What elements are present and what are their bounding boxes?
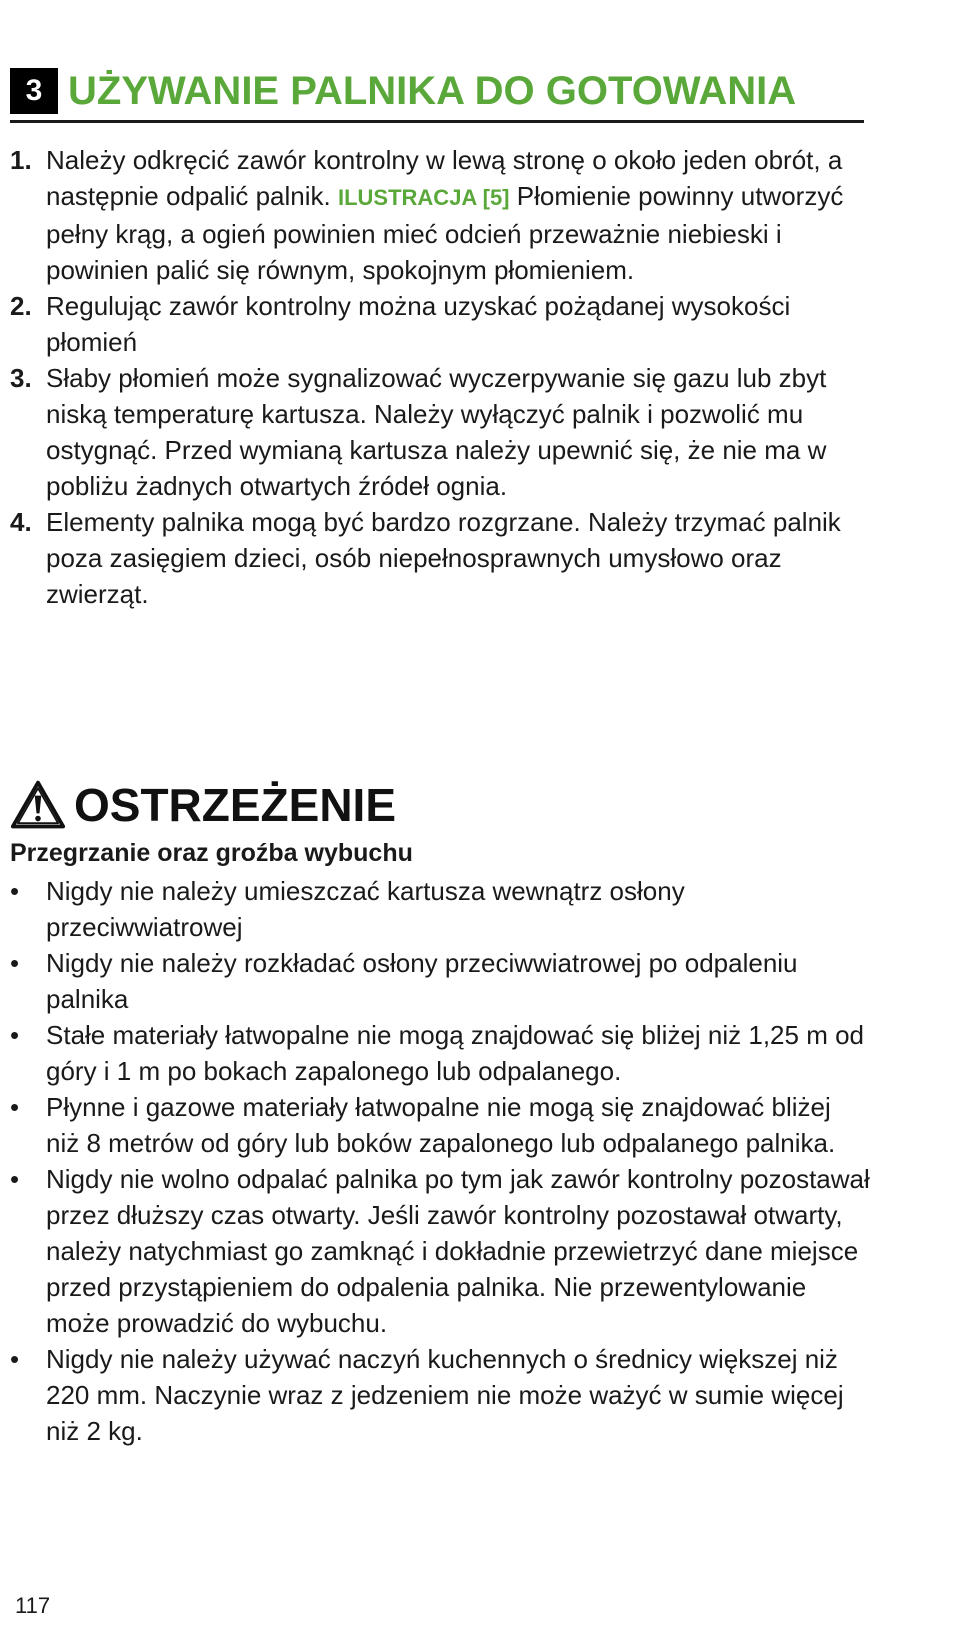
instruction-number: 3. bbox=[10, 363, 32, 393]
warning-item-text: Nigdy nie należy rozkładać osłony przeciwwiatrowej po odpaleniu palnika bbox=[46, 948, 798, 1014]
warning-item-text: Nigdy nie należy umieszczać kartusza wewnątrz osłony przeciwwiatrowej bbox=[46, 876, 685, 942]
page-number: 117 bbox=[15, 1593, 51, 1618]
instruction-text: Słaby płomień może sygnalizować wyczerpywanie się gazu lub zbyt niską temperaturę kartusza. Należy wyłączyć palnik i pozwolić mu ostygnąć. Przed wymianą kartusza należy upewnić się, że nie ma w pobliżu żadnych otwartych źródeł ognia. bbox=[46, 363, 827, 501]
instruction-list bbox=[10, 142, 870, 612]
instruction-item bbox=[10, 504, 870, 612]
warning-item bbox=[10, 873, 870, 945]
warning-header bbox=[10, 775, 396, 835]
warning-item-text: Płynne i gazowe materiały łatwopalne nie mogą się znajdować bliżej niż 8 metrów od góry lub boków zapalonego lub odpalanego palnika. bbox=[46, 1092, 836, 1158]
warning-list bbox=[10, 873, 870, 1449]
warning-subtitle: Przegrzanie oraz groźba wybuchu bbox=[10, 839, 413, 867]
warning-item-text: Nigdy nie należy używać naczyń kuchennych o średnicy większej niż 220 mm. Naczynie wraz z jedzeniem nie może ważyć w sumie więcej niż 2 kg. bbox=[46, 1344, 844, 1446]
warning-item bbox=[10, 1089, 870, 1161]
warning-item bbox=[10, 945, 870, 1017]
bullet-icon: • bbox=[10, 948, 20, 978]
instruction-item bbox=[10, 288, 870, 360]
warning-item bbox=[10, 1341, 870, 1449]
instruction-text: Należy odkręcić zawór kontrolny w lewą stronę o około jeden obrót, a następnie odpalić palnik. bbox=[46, 145, 843, 211]
instruction-item bbox=[10, 360, 870, 504]
bullet-icon: • bbox=[10, 1092, 20, 1122]
bullet-icon: • bbox=[10, 1344, 20, 1374]
bullet-icon: • bbox=[10, 1164, 20, 1194]
warning-item bbox=[10, 1017, 870, 1089]
bullet-icon: • bbox=[10, 1020, 20, 1050]
warning-triangle-icon bbox=[10, 779, 66, 831]
section-header bbox=[10, 64, 864, 123]
instruction-number: 1. bbox=[10, 145, 32, 175]
instruction-text: Elementy palnika mogą być bardzo rozgrzane. Należy trzymać palnik poza zasięgiem dzieci, osób niepełnosprawnych umysłowo oraz zwierząt. bbox=[46, 507, 841, 609]
instruction-text: Płomienie powinny utworzyć pełny krąg, a ogień powinien mieć odcień przeważnie niebieski i powinien palić się równym, spokojnym płomieniem. bbox=[46, 181, 844, 285]
instruction-text: Regulując zawór kontrolny można uzyskać pożądanej wysokości płomień bbox=[46, 291, 791, 357]
section-number-badge: 3 bbox=[10, 68, 58, 114]
instruction-item bbox=[10, 142, 870, 288]
warning-item bbox=[10, 1161, 870, 1341]
warning-title: OSTRZEŻENIE bbox=[74, 779, 397, 831]
section-title: UŻYWANIE PALNIKA DO GOTOWANIA bbox=[68, 69, 797, 113]
warning-item-text: Nigdy nie wolno odpalać palnika po tym jak zawór kontrolny pozostawał przez dłuższy czas otwarty. Jeśli zawór kontrolny pozostawał otwarty, należy natychmiast go zamknąć i dokładnie przewietrzyć dane miejsce przed przystąpieniem do odpalenia palnika. Nie przewentylowanie może prowadzić do wybuchu. bbox=[46, 1164, 870, 1338]
warning-item-text: Stałe materiały łatwopalne nie mogą znajdować się bliżej niż 1,25 m od góry i 1 m po bokach zapalonego lub odpalanego. bbox=[46, 1020, 864, 1086]
instruction-number: 2. bbox=[10, 291, 32, 321]
bullet-icon: • bbox=[10, 876, 20, 906]
instruction-number: 4. bbox=[10, 507, 32, 537]
illustration-reference: ILUSTRACJA [5] bbox=[337, 185, 510, 210]
